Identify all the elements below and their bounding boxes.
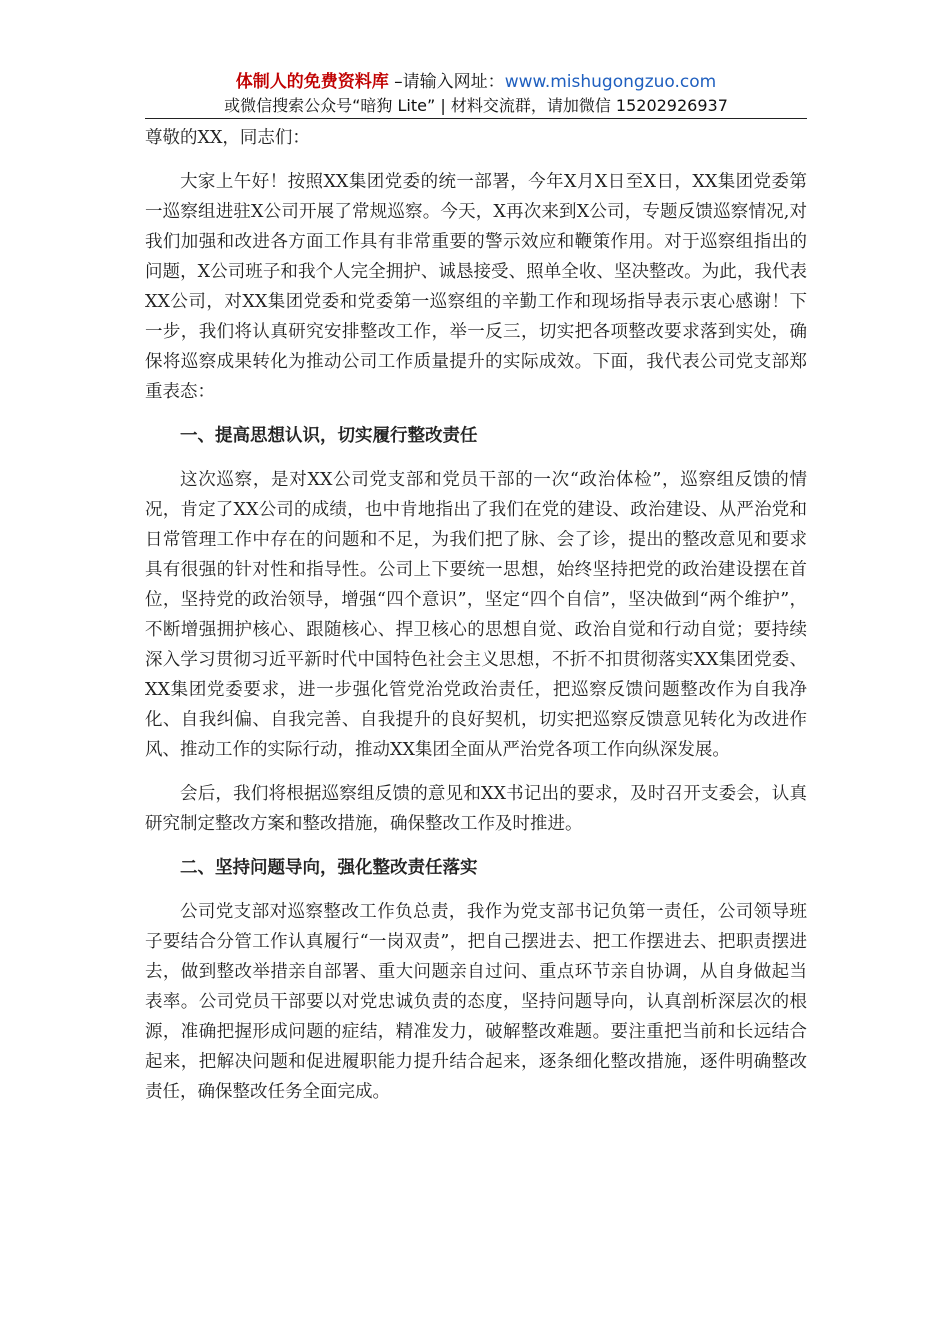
page-header [145,70,807,118]
section-2-paragraph: 公司党支部对巡察整改工作负总责，我作为党支部书记负第一责任，公司领导班子要结合分管工作认真履行“一岗双责”，把自己摆进去、把工作摆进去、把职责摆进去，做到整改举措亲自部署、重大问题亲自过问、重点环节亲自协调，从自身做起当表率。公司党员干部要以对党忠诚负责的态度，坚持问题导向，认真剖析深层次的根源，准确把握形成问题的症结，精准发力，破解整改难题。要注重把当前和长远结合起来，把解决问题和促进履职能力提升结合起来，逐条细化整改措施，逐件明确整改责任，确保整改任务全面完成。 [145,902,807,1102]
header-divider [145,118,807,119]
section-2-heading: 二、坚持问题导向，强化整改责任落实 [180,858,478,878]
site-url-link[interactable]: www.mishugongzuo.com [504,72,717,92]
header-line-2: 或微信搜索公众号“暗狗 Lite” | 材料交流群，请加微信 15202926937 [224,96,728,115]
section-1-paragraph: 会后，我们将根据巡察组反馈的意见和XX书记出的要求，及时召开支委会，认真研究制定整改方案和整改措施，确保整改工作及时推进。 [145,784,807,834]
header-line-1 [145,70,807,94]
document-body [145,123,807,1107]
intro-paragraph: 大家上午好！按照XX集团党委的统一部署，今年X月X日至X日，XX集团党委第一巡察组进驻X公司开展了常规巡察。今天，X再次来到X公司，专题反馈巡察情况,对我们加强和改进各方面工作具有非常重要的警示效应和鞭策作用。对于巡察组指出的问题，X公司班子和我个人完全拥护、诚恳接受、照单全收、坚决整改。为此，我代表XX公司，对XX集团党委和党委第一巡察组的辛勤工作和现场指导表示衷心感谢！下一步，我们将认真研究安排整改工作，举一反三，切实把各项整改要求落到实处，确保将巡察成果转化为推动公司工作质量提升的实际成效。下面，我代表公司党支部郑重表态： [145,172,807,402]
section-1-heading: 一、提高思想认识，切实履行整改责任 [180,426,478,446]
site-name: 体制人的免费资料库 [235,72,389,92]
url-prompt: –请输入网址： [388,72,505,92]
section-1-paragraph: 这次巡察，是对XX公司党支部和党员干部的一次“政治体检”，巡察组反馈的情况，肯定了XX公司的成绩，也中肯地指出了我们在党的建设、政治建设、从严治党和日常管理工作中存在的问题和不足，为我们把了脉、会了诊，提出的整改意见和要求具有很强的针对性和指导性。公司上下要统一思想，始终坚持把党的政治建设摆在首位，坚持党的政治领导，增强“四个意识”，坚定“四个自信”，坚决做到“两个维护”，不断增强拥护核心、跟随核心、捍卫核心的思想自觉、政治自觉和行动自觉；要持续深入学习贯彻习近平新时代中国特色社会主义思想，不折不扣贯彻落实XX集团党委、XX集团党委要求，进一步强化管党治党政治责任，把巡察反馈问题整改作为自我净化、自我纠偏、自我完善、自我提升的良好契机，切实把巡察反馈意见转化为改进作风、推动工作的实际行动，推动XX集团全面从严治党各项工作向纵深发展。 [145,470,807,760]
greeting: 尊敬的XX，同志们： [145,128,310,148]
